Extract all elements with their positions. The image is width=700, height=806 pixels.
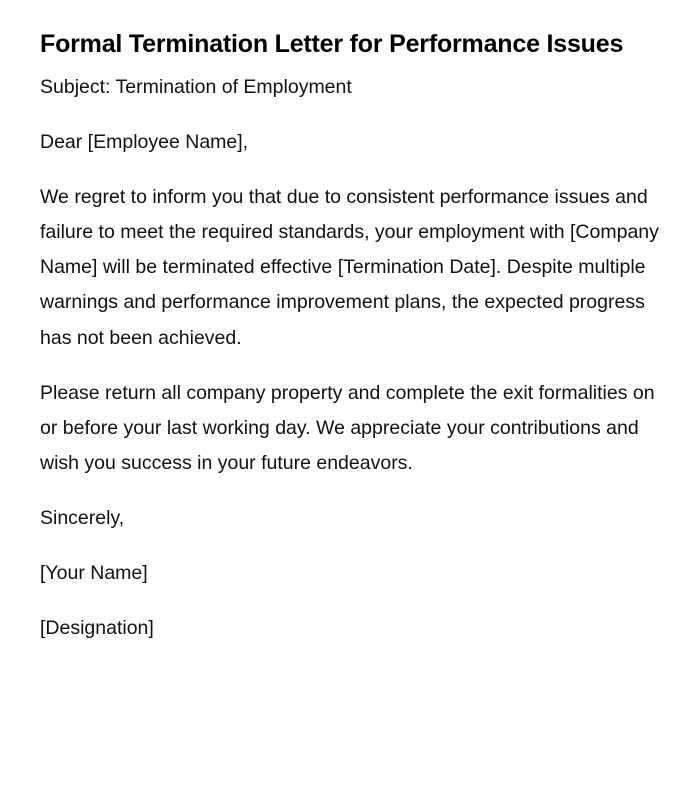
letter-sender-name: [Your Name] [40,561,148,584]
letter-closing: Sincerely, [40,506,125,529]
letter-sender-designation: [Designation] [40,616,154,639]
letter-paragraph-body: We regret to inform you that due to consistent performance issues and failure to meet the required standards, your employment with [Company Name] will be terminated effective [Termination Date]. Despite multiple warnings and performance improvement plans, the expected progress has not been achieved. [40,185,659,349]
letter-subject: Subject: Termination of Employment [40,76,352,98]
letter-title: Formal Termination Letter for Performance Issues [40,30,624,58]
letter-paragraph-closing-remarks: Please return all company property and complete the exit formalities on or before your last working day. We appreciate your contributions and wish you success in your future endeavors. [40,381,655,475]
letter-salutation: Dear [Employee Name], [40,130,249,153]
